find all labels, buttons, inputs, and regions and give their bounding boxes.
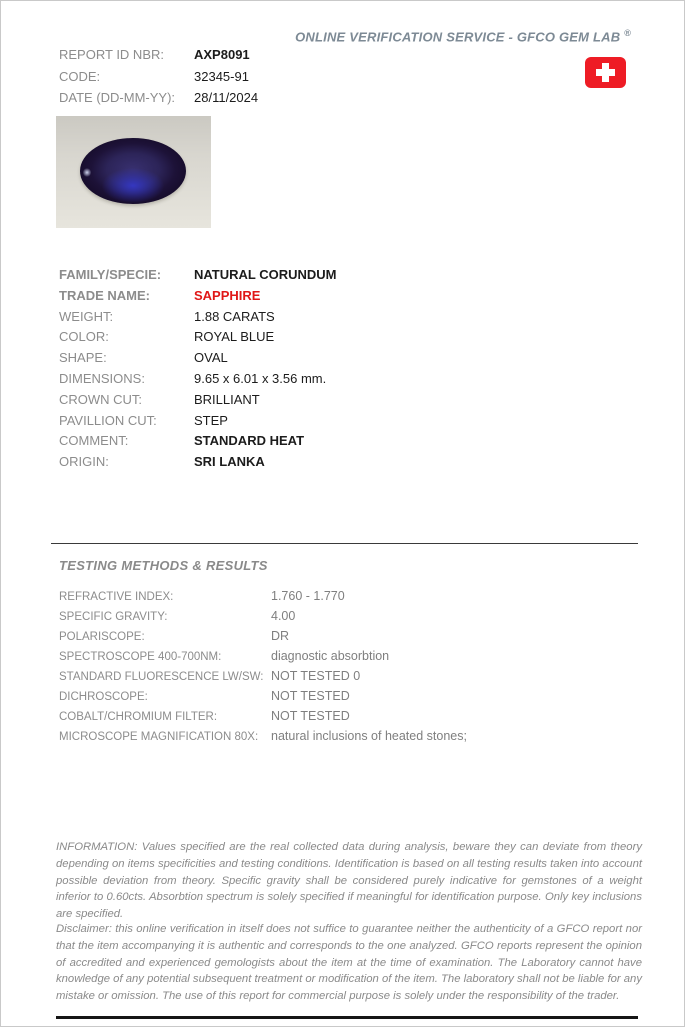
trade-name-row	[59, 288, 337, 309]
fluorescence-value: NOT TESTED 0	[271, 669, 361, 683]
section-divider-line	[51, 543, 638, 544]
weight-label: WEIGHT:	[59, 308, 114, 324]
dimensions-value: 9.65 x 6.01 x 3.56 mm.	[194, 370, 327, 386]
identification-section	[59, 267, 337, 475]
polariscope-value: DR	[271, 629, 290, 643]
microscope-label: MICROSCOPE MAGNIFICATION 80X:	[59, 731, 259, 743]
service-title-text: ONLINE VERIFICATION SERVICE - GFCO GEM LAB	[295, 29, 621, 45]
dimensions-row	[59, 371, 337, 392]
report-id-label: REPORT ID NBR:	[59, 47, 164, 62]
refractive-index-value: 1.760 - 1.770	[271, 589, 345, 603]
specific-gravity-row	[59, 609, 467, 629]
specific-gravity-value: 4.00	[271, 609, 296, 623]
color-label: COLOR:	[59, 329, 109, 345]
service-title	[295, 28, 631, 44]
cobalt-filter-value: NOT TESTED	[271, 709, 350, 723]
origin-label: ORIGIN:	[59, 454, 109, 470]
microscope-value: natural inclusions of heated stones;	[271, 729, 467, 743]
microscope-row	[59, 729, 467, 749]
color-row	[59, 329, 337, 350]
date-value: 28/11/2024	[194, 90, 259, 105]
shape-value: OVAL	[194, 350, 228, 366]
dimensions-label: DIMENSIONS:	[59, 370, 145, 386]
origin-value: SRI LANKA	[194, 454, 265, 470]
footer-rule	[56, 1016, 638, 1019]
spectroscope-label: SPECTROSCOPE 400-700NM:	[59, 651, 222, 663]
family-value: NATURAL CORUNDUM	[194, 267, 337, 282]
report-id-row	[59, 47, 258, 69]
registered-trademark: ®	[624, 28, 631, 38]
report-meta	[59, 47, 258, 112]
code-label: CODE:	[59, 68, 101, 84]
color-value: ROYAL BLUE	[194, 329, 275, 345]
testing-section-heading: TESTING METHODS & RESULTS	[59, 558, 268, 573]
fluorescence-row	[59, 669, 467, 689]
dichroscope-row	[59, 689, 467, 709]
family-label: FAMILY/SPECIE:	[59, 267, 162, 282]
report-id-value: AXP8091	[194, 47, 250, 62]
swiss-flag-icon	[585, 57, 626, 88]
gem-photo	[56, 116, 211, 228]
swiss-cross-horizontal	[596, 69, 615, 76]
comment-row	[59, 433, 337, 454]
information-paragraph: INFORMATION: Values specified are the real collected data during analysis, beware they can deviate from theory depending on items specificities and testing conditions. Identification is based on all testing results taken into account possible deviation from theory. Specific gravity shall be considered purely indicative for gemstones of a weight inferior to 0.60cts. Absorbtion spectrum is solely specified if meaningful for identification purpose. Only key inclusions are specified.	[56, 841, 642, 921]
disclaimer-paragraph: Disclaimer: this online verification in itself does not suffice to guarantee neither the authenticity of a GFCO report nor that the item accompanying it is authentic and corresponds to the one analyzed. GFCO reports represent the opinion of accredited and experienced gemologists about the item at the time of examination. The Laboratory cannot have knowledge of any potential subsequent treatment or modification of the item. The laboratory shall not be liable for any mistake or omission. The use of this report for commercial purpose is solely under the responsibility of the trader.	[56, 923, 642, 1003]
testing-section	[59, 589, 467, 749]
fluorescence-label: STANDARD FLUORESCENCE LW/SW:	[59, 671, 264, 683]
crown-cut-value: BRILLIANT	[194, 391, 260, 407]
polariscope-label: POLARISCOPE:	[59, 631, 145, 643]
trade-name-label: TRADE NAME:	[59, 287, 150, 303]
code-row	[59, 69, 258, 91]
comment-label: COMMENT:	[59, 433, 129, 449]
weight-value: 1.88 CARATS	[194, 308, 275, 324]
dichroscope-label: DICHROSCOPE:	[59, 691, 148, 703]
crown-cut-row	[59, 392, 337, 413]
comment-value: STANDARD HEAT	[194, 433, 305, 449]
gem-highlight	[83, 168, 91, 177]
dichroscope-value: NOT TESTED	[271, 689, 350, 703]
crown-cut-label: CROWN CUT:	[59, 391, 143, 407]
spectroscope-row	[59, 649, 467, 669]
cobalt-filter-label: COBALT/CHROMIUM FILTER:	[59, 711, 218, 723]
shape-label: SHAPE:	[59, 350, 107, 366]
specific-gravity-label: SPECIFIC GRAVITY:	[59, 611, 168, 623]
pavillion-cut-value: STEP	[194, 412, 228, 428]
cobalt-filter-row	[59, 709, 467, 729]
trade-name-value: SAPPHIRE	[194, 287, 261, 303]
date-row	[59, 90, 258, 112]
spectroscope-value: diagnostic absorbtion	[271, 649, 390, 663]
code-value: 32345-91	[194, 68, 249, 84]
polariscope-row	[59, 629, 467, 649]
weight-row	[59, 309, 337, 330]
family-row	[59, 267, 337, 288]
date-label: DATE (DD-MM-YY):	[59, 90, 176, 105]
sapphire-gem-image	[80, 138, 186, 204]
shape-row	[59, 350, 337, 371]
pavillion-cut-label: PAVILLION CUT:	[59, 412, 157, 428]
origin-row	[59, 454, 337, 475]
refractive-index-row	[59, 589, 467, 609]
refractive-index-label: REFRACTIVE INDEX:	[59, 591, 174, 603]
pavillion-cut-row	[59, 413, 337, 434]
